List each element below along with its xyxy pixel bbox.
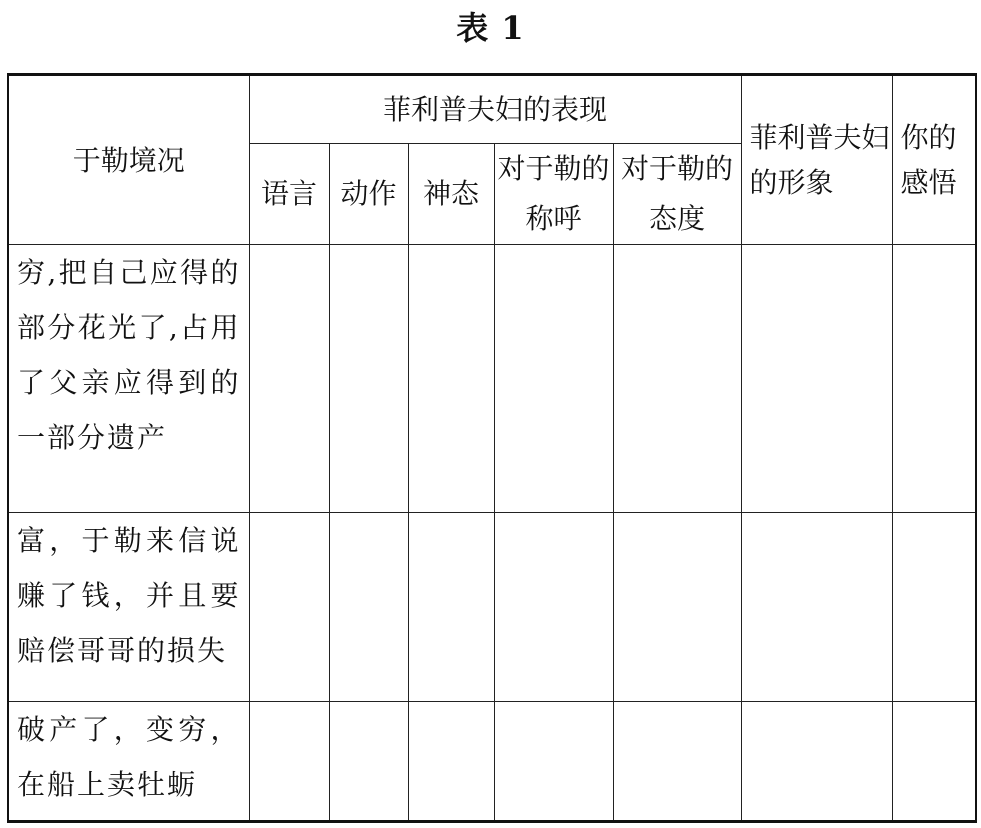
- table-cell: [613, 513, 741, 702]
- table-title: 表 1: [456, 9, 525, 47]
- header-row-1: [8, 75, 976, 144]
- table-cell: [408, 245, 494, 513]
- table-cell: [408, 702, 494, 822]
- behavior-analysis-table: [7, 73, 977, 823]
- header-behavior-group: 菲利普夫妇的表现: [249, 75, 741, 144]
- header-col-language: 语言: [249, 144, 329, 245]
- header-col-address: 对于勒的称呼: [494, 144, 613, 245]
- table-cell: [741, 513, 892, 702]
- header-feeling: 你的感悟: [892, 75, 976, 245]
- table-cell: [249, 702, 329, 822]
- table-row: [8, 245, 976, 513]
- table-cell: [329, 702, 408, 822]
- table-cell: [741, 245, 892, 513]
- table-cell: [249, 513, 329, 702]
- table-cell: [494, 702, 613, 822]
- table-cell: [613, 245, 741, 513]
- situation-cell: 破产了，变穷，在船上卖牡蛎: [8, 702, 249, 822]
- situation-cell: 穷,把自己应得的部分花光了,占用了父亲应得到的一部分遗产: [8, 245, 249, 513]
- header-situation: 于勒境况: [8, 75, 249, 245]
- table-cell: [408, 513, 494, 702]
- situation-cell: 富，于勒来信说赚了钱，并且要赔偿哥哥的损失: [8, 513, 249, 702]
- table-cell: [249, 245, 329, 513]
- header-image: 菲利普夫妇的形象: [741, 75, 892, 245]
- table-cell: [494, 245, 613, 513]
- table-cell: [892, 245, 976, 513]
- table-cell: [892, 513, 976, 702]
- header-col-expression: 神态: [408, 144, 494, 245]
- table-row: [8, 702, 976, 822]
- table-cell: [329, 513, 408, 702]
- table-cell: [613, 702, 741, 822]
- table-cell: [741, 702, 892, 822]
- table-cell: [329, 245, 408, 513]
- header-col-attitude: 对于勒的态度: [613, 144, 741, 245]
- table-cell: [892, 702, 976, 822]
- table-row: [8, 513, 976, 702]
- table-cell: [494, 513, 613, 702]
- header-col-action: 动作: [329, 144, 408, 245]
